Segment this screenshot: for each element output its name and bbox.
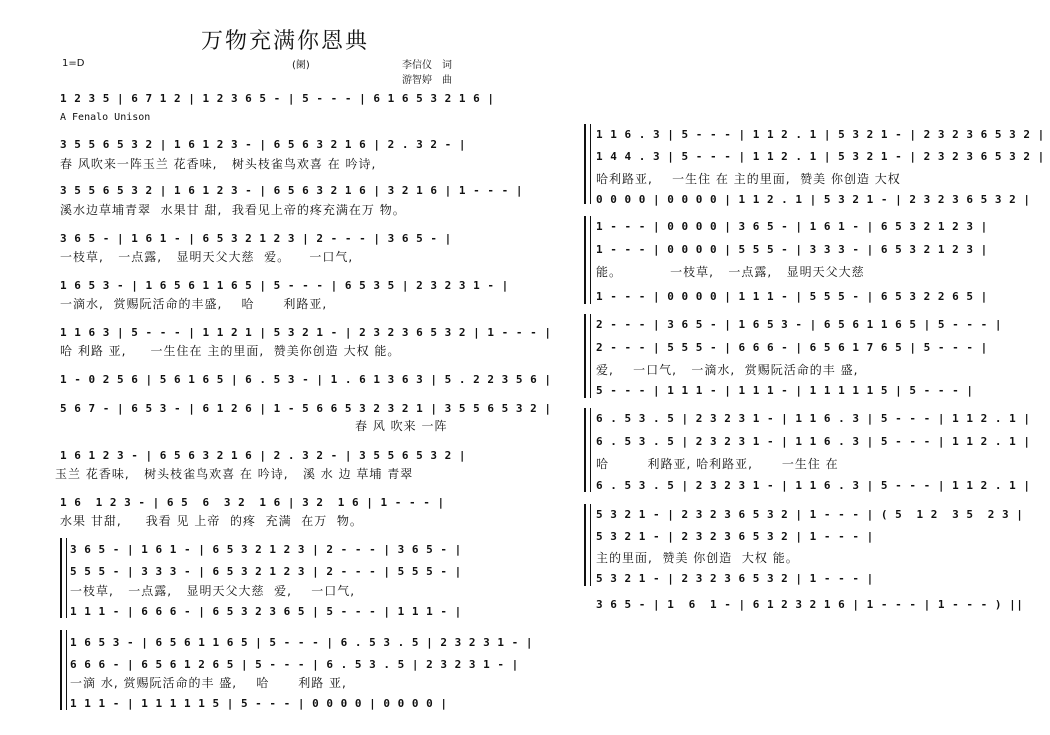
notation-line: 1 6 1 2 3 - | 6 5 6 3 2 1 6 | 2 . 3 2 - | 3 5 5 6 5 3 2 | [60,449,466,462]
notation-line: 2 - - - | 3 6 5 - | 1 6 5 3 - | 6 5 6 1 1 6 5 | 5 - - - | [596,318,1002,331]
notation-line: 1 6 5 3 - | 1 6 5 6 1 1 6 5 | 5 - - - | 6 5 3 5 | 2 3 2 3 1 - | [60,279,509,292]
notation-line: 1 1 1 - | 6 6 6 - | 6 5 3 2 3 6 5 | 5 - - - | 1 1 1 - | [70,605,462,618]
notation-line: 1 - - - | 0 0 0 0 | 5 5 5 - | 3 3 3 - | 6 5 3 2 1 2 3 | [596,243,988,256]
system-brace-inner [66,630,67,710]
system-brace [584,314,586,398]
notation-line: 3 5 5 6 5 3 2 | 1 6 1 2 3 - | 6 5 6 3 2 1 6 | 2 . 3 2 - | [60,138,466,151]
notation-line: 3 6 5 - | 1 6 1 - | 6 5 3 2 1 2 3 | 2 - - - | 3 6 5 - | [70,543,462,556]
notation-line: 1 6 5 3 - | 6 5 6 1 1 6 5 | 5 - - - | 6 . 5 3 . 5 | 2 3 2 3 1 - | [70,636,533,649]
voice-note: (阑) [292,60,310,71]
lyric-line: 能。 一枝草, 一点露, 显明天父大慈 [596,265,865,279]
notation-line: 5 3 2 1 - | 2 3 2 3 6 5 3 2 | 1 - - - | [596,572,874,585]
lyricist-credit: 李信仪 词 [402,60,452,71]
lyric-line: 哈利路亚, 一生住 在 主的里面, 赞美 你创造 大权 [596,172,901,186]
notation-line: 1 1 6 3 | 5 - - - | 1 1 2 1 | 5 3 2 1 - | 2 3 2 3 6 5 3 2 | 1 - - - | [60,326,552,339]
lyric-line: 水果 甘甜, 我看 见 上帝 的疼 充满 在万 物。 [60,514,363,528]
notation-line: 6 . 5 3 . 5 | 2 3 2 3 1 - | 1 1 6 . 3 | 5 - - - | 1 1 2 . 1 | [596,479,1031,492]
lyric-line: 一滴水, 赏赐阮活命的丰盛, 哈 利路亚, [60,297,328,311]
notation-line: 6 . 5 3 . 5 | 2 3 2 3 1 - | 1 1 6 . 3 | 5 - - - | 1 1 2 . 1 | [596,435,1031,448]
notation-line: 2 - - - | 5 5 5 - | 6 6 6 - | 6 5 6 1 7 6 5 | 5 - - - | [596,341,988,354]
notation-line: 6 6 6 - | 6 5 6 1 2 6 5 | 5 - - - | 6 . 5 3 . 5 | 2 3 2 3 1 - | [70,658,519,671]
lyric-line: 春 风吹来一阵玉兰 花香味, 树头枝雀鸟欢喜 在 吟诗, [60,157,377,171]
notation-line: 5 - - - | 1 1 1 - | 1 1 1 - | 1 1 1 1 1 5 | 5 - - - | [596,384,974,397]
notation-line: 3 6 5 - | 1 6 1 - | 6 1 2 3 2 1 6 | 1 - - - | 1 - - - ) || [596,598,1024,611]
lyric-line: 溪水边草埔青翠 水果甘 甜, 我看见上帝的疼充满在万 物。 [60,203,406,217]
composer-credit: 游智婷 曲 [402,75,452,86]
system-brace [60,630,62,710]
system-brace-inner [590,124,591,204]
notation-line: 1 1 1 - | 1 1 1 1 1 5 | 5 - - - | 0 0 0 0 | 0 0 0 0 | [70,697,448,710]
lyric-line: 爱, 一口气, 一滴水, 赏赐阮活命的丰 盛, [596,363,859,377]
lyric-line: 玉兰 花香味, 树头枝雀鸟欢喜 在 吟诗, 溪 水 边 草埔 青翠 [55,467,414,481]
notation-line: 3 6 5 - | 1 6 1 - | 6 5 3 2 1 2 3 | 2 - - - | 3 6 5 - | [60,232,452,245]
lyric-line: 哈 利路亚, 哈利路亚, 一生住 在 [596,457,839,471]
notation-line: 5 3 2 1 - | 2 3 2 3 6 5 3 2 | 1 - - - | ( 5 1 2 3 5 2 3 | [596,508,1024,521]
notation-line: 1 - - - | 0 0 0 0 | 3 6 5 - | 1 6 1 - | 6 5 3 2 1 2 3 | [596,220,988,233]
system-brace-inner [66,538,67,618]
notation-line: 1 6 1 2 3 - | 6 5 6 3 2 1 6 | 3 2 1 6 | 1 - - - | [60,496,445,509]
notation-line: 6 . 5 3 . 5 | 2 3 2 3 1 - | 1 1 6 . 3 | 5 - - - | 1 1 2 . 1 | [596,412,1031,425]
notation-line: 1 4 4 . 3 | 5 - - - | 1 1 2 . 1 | 5 3 2 1 - | 2 3 2 3 6 5 3 2 | [596,150,1045,163]
system-brace-inner [590,504,591,586]
notation-line: 1 - 0 2 5 6 | 5 6 1 6 5 | 6 . 5 3 - | 1 . 6 1 3 6 3 | 5 . 2 2 3 5 6 | [60,373,552,386]
key-signature: 1=D [62,58,85,69]
system-brace [584,408,586,492]
notation-line: 5 6 7 - | 6 5 3 - | 6 1 2 6 | 1 - 5 6 6 5 3 2 3 2 1 | 3 5 5 6 5 3 2 | [60,402,552,415]
system-brace [60,538,62,618]
lyric-line: 一枝草, 一点露, 显明天父大慈 爱, 一口气, [70,584,356,598]
lyric-line: 一滴 水, 赏赐阮活命的丰 盛, 哈 利路 亚, [70,676,347,690]
notation-line: 0 0 0 0 | 0 0 0 0 | 1 1 2 . 1 | 5 3 2 1 - | 2 3 2 3 6 5 3 2 | [596,193,1031,206]
system-brace-inner [590,216,591,304]
song-title: 万物充满你恩典 [200,29,369,54]
unison-note: A Fenalo Unison [60,112,151,123]
system-brace-inner [590,408,591,492]
system-brace [584,124,586,204]
lyric-line: 主的里面, 赞美 你创造 大权 能。 [596,551,799,565]
notation-line: 5 5 5 - | 3 3 3 - | 6 5 3 2 1 2 3 | 2 - - - | 5 5 5 - | [70,565,462,578]
system-brace [584,216,586,304]
notation-line: 5 3 2 1 - | 2 3 2 3 6 5 3 2 | 1 - - - | [596,530,874,543]
notation-line: 3 5 5 6 5 3 2 | 1 6 1 2 3 - | 6 5 6 3 2 1 6 | 3 2 1 6 | 1 - - - | [60,184,523,197]
lyric-line: 春 风 吹来 一阵 [355,419,448,433]
system-brace [584,504,586,586]
lyric-line: 一枝草, 一点露, 显明天父大慈 爱。 一口气, [60,250,354,264]
lyric-line: 哈 利路 亚, 一生住在 主的里面, 赞美你创造 大权 能。 [60,344,401,358]
notation-line: 1 - - - | 0 0 0 0 | 1 1 1 - | 5 5 5 - | 6 5 3 2 2 6 5 | [596,290,988,303]
system-brace-inner [590,314,591,398]
notation-line: 1 1 6 . 3 | 5 - - - | 1 1 2 . 1 | 5 3 2 1 - | 2 3 2 3 6 5 3 2 | [596,128,1045,141]
notation-line: 1 2 3 5 | 6 7 1 2 | 1 2 3 6 5 - | 5 - - - | 6 1 6 5 3 2 1 6 | [60,92,495,105]
